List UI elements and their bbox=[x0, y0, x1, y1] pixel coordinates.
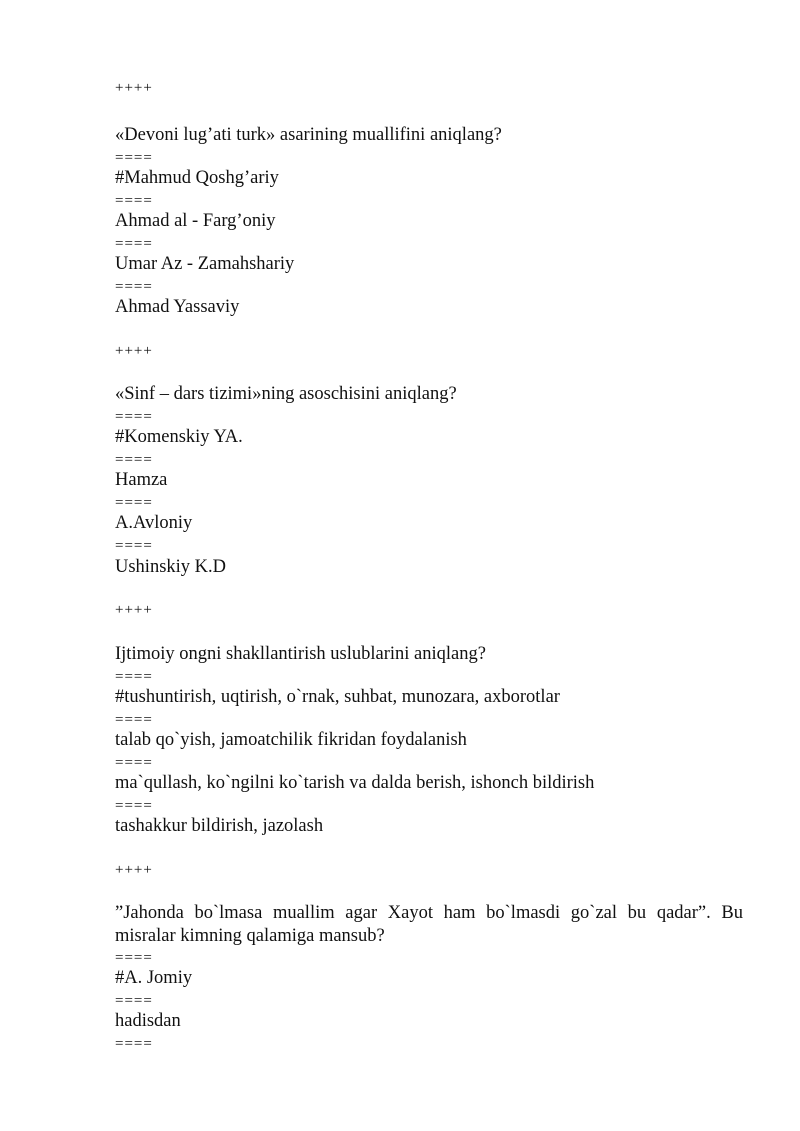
answer-option: #Mahmud Qoshg’ariy bbox=[115, 168, 279, 188]
answer-option: #A. Jomiy bbox=[115, 968, 193, 988]
answer-option: Ahmad al - Farg’oniy bbox=[115, 211, 276, 231]
separator: ==== bbox=[115, 993, 153, 1009]
answer-option: A.Avloniy bbox=[115, 513, 193, 533]
question-marker: ++++ bbox=[115, 862, 153, 878]
answer-option: #tushuntirish, uqtirish, o`rnak, suhbat, munozara, axborotlar bbox=[115, 687, 560, 707]
separator: ==== bbox=[115, 755, 153, 771]
answer-option: #Komenskiy YA. bbox=[115, 427, 243, 447]
answer-option: talab qo`yish, jamoatchilik fikridan foydalanish bbox=[115, 730, 467, 750]
separator: ==== bbox=[115, 798, 153, 814]
separator: ==== bbox=[115, 150, 153, 166]
separator: ==== bbox=[115, 495, 153, 511]
question-text: «Devoni lug’ati turk» asarining muallifini aniqlang? bbox=[115, 125, 502, 145]
answer-option: Umar Az - Zamahshariy bbox=[115, 254, 295, 274]
separator: ==== bbox=[115, 236, 153, 252]
separator: ==== bbox=[115, 193, 153, 209]
answer-option: Ahmad Yassaviy bbox=[115, 297, 240, 317]
separator: ==== bbox=[115, 279, 153, 295]
separator: ==== bbox=[115, 669, 153, 685]
answer-option: ma`qullash, ko`ngilni ko`tarish va dalda berish, ishonch bildirish bbox=[115, 773, 595, 793]
question-marker: ++++ bbox=[115, 80, 153, 96]
separator: ==== bbox=[115, 950, 153, 966]
answer-option: Hamza bbox=[115, 470, 168, 490]
answer-option: Ushinskiy K.D bbox=[115, 557, 227, 577]
separator: ==== bbox=[115, 452, 153, 468]
question-text: Ijtimoiy ongni shakllantirish uslublarini aniqlang? bbox=[115, 644, 486, 664]
separator: ==== bbox=[115, 712, 153, 728]
question-marker: ++++ bbox=[115, 602, 153, 618]
question-text: «Sinf – dars tizimi»ning asoschisini aniqlang? bbox=[115, 384, 457, 404]
answer-option: hadisdan bbox=[115, 1011, 181, 1031]
question-marker: ++++ bbox=[115, 343, 153, 359]
question-text: ”Jahonda bo`lmasa muallim agar Xayot ham bo`lmasdi go`zal bu qadar”. Bu misralar kimning qalamiga mansub? bbox=[115, 903, 743, 946]
separator: ==== bbox=[115, 538, 153, 554]
separator: ==== bbox=[115, 1036, 153, 1052]
answer-option: tashakkur bildirish, jazolash bbox=[115, 816, 324, 836]
separator: ==== bbox=[115, 409, 153, 425]
